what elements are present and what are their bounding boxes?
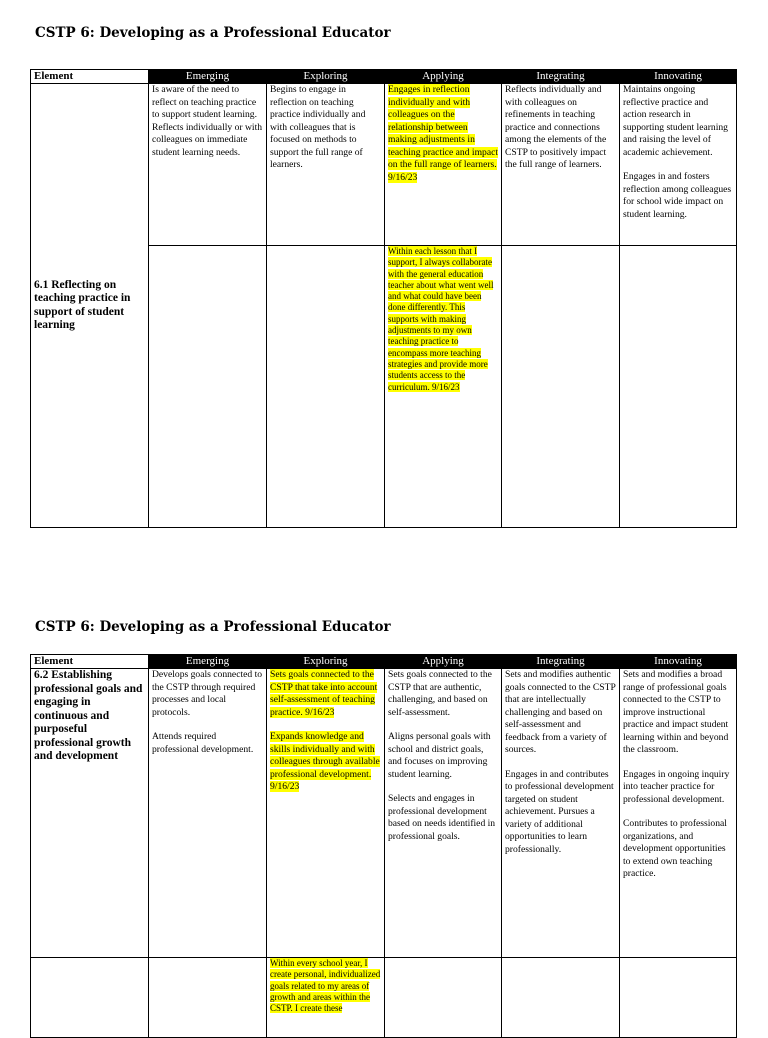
evidence-innovating [620,246,737,528]
descriptor-row [31,84,737,246]
descriptor-text: Sets and modifies a broad range of professional goals connected to the CSTP to improve instructional practice and impact student learning within and beyond the classroom. [623,669,729,755]
descriptor-text: Sets and modifies authentic goals connected to the CSTP that are intellectually challenging and based on self-assessment and feedback from a variety of sources. [505,669,616,755]
descriptor-text: Selects and engages in professional development based on needs identified in professional goals. [388,793,496,842]
level-header-emerging: Emerging [149,70,267,84]
descriptor-text: Engages in and contributes to professional development targeted on student achievement. Pursues a variety of additional opportunities to learn professionally. [505,768,614,855]
descriptor-integrating [502,669,620,958]
table-header-row [31,70,737,84]
section-2-title: CSTP 6: Developing as a Professional Educator [35,619,391,635]
evidence-row [31,958,737,1038]
descriptor-text: Aligns personal goals with school and district goals, and focuses on improving student learning. [388,731,491,780]
evidence-emerging [149,958,267,1038]
evidence-applying [385,246,502,528]
evidence-integrating [502,958,620,1038]
descriptor-text: Begins to engage in reflection on teaching practice individually and with colleagues that is focused on methods to support the full range of learners. [270,84,366,170]
evidence-element [31,958,149,1038]
descriptor-integrating [502,84,620,246]
descriptor-row [31,669,737,958]
evidence-integrating [502,246,620,528]
highlighted-evidence-text: Within each lesson that I support, I always collaborate with the general education teacher about what went well and what could have been done differently. This supports with making adjustments to my own teaching practice to encompass more teaching strategies and provide more students access to the curriculum. 9/16/23 [388,246,494,392]
descriptor-text: Maintains ongoing reflective practice and action research in supporting student learning and raising the level of academic achievement. [623,84,728,158]
descriptor-text: Sets goals connected to the CSTP that are authentic, challenging, and based on self-assessment. [388,669,492,718]
evidence-exploring [267,958,385,1038]
descriptor-applying [385,84,502,246]
descriptor-exploring [267,84,385,246]
level-header-exploring: Exploring [267,655,385,669]
level-header-innovating: Innovating [620,655,737,669]
level-header-exploring: Exploring [267,70,385,84]
table-header-row [31,655,737,669]
level-header-applying: Applying [385,70,502,84]
element-column-header: Element [31,655,149,669]
descriptor-text: Engages in and fosters reflection among colleagues for school wide impact on student learning. [623,171,732,220]
cstp-6-2-table [30,654,737,1038]
highlighted-descriptor-text: Expands knowledge and skills individually and with colleagues through available professional development. 9/16/23 [270,731,380,792]
descriptor-emerging [149,669,267,958]
element-column-header: Element [31,70,149,84]
descriptor-text: Is aware of the need to reflect on teaching practice to support student learning. Reflects individually or with colleagues on immediate student learning needs. [152,84,263,158]
cstp-6-1-table [30,69,737,528]
section-1-title: CSTP 6: Developing as a Professional Educator [35,25,391,41]
highlighted-evidence-text: Within every school year, I create personal, individualized goals related to my areas of growth and areas within the CSTP. I create these [270,958,381,1014]
descriptor-text: Engages in ongoing inquiry into teacher practice for professional development. [623,768,730,805]
descriptor-innovating [620,84,737,246]
descriptor-innovating [620,669,737,958]
evidence-applying [385,958,502,1038]
descriptor-exploring [267,669,385,958]
descriptor-text: Attends required professional development. [152,731,254,755]
highlighted-descriptor-text: Sets goals connected to the CSTP that take into account self-assessment of teaching practice. 9/16/23 [270,669,378,718]
level-header-integrating: Integrating [502,655,620,669]
descriptor-text: Reflects individually and with colleagues on refinements in teaching practice and connections among the elements of the CSTP to positively impact the full range of learners. [505,84,607,170]
evidence-innovating [620,958,737,1038]
descriptor-applying [385,669,502,958]
evidence-emerging [149,246,267,528]
highlighted-descriptor-text: Engages in reflection individually and with colleagues on the relationship between making adjustments in teaching practice and impact on the full range of learners. 9/16/23 [388,84,499,183]
level-header-integrating: Integrating [502,70,620,84]
element-label-6-2: 6.2 Establishing professional goals and engaging in continuous and purposeful professional growth and development [31,669,149,958]
descriptor-text: Contributes to professional organizations, and development opportunities to extend own teaching practice. [623,818,727,879]
descriptor-emerging [149,84,267,246]
level-header-innovating: Innovating [620,70,737,84]
descriptor-text: Develops goals connected to the CSTP through required processes and local protocols. [152,669,263,718]
level-header-emerging: Emerging [149,655,267,669]
level-header-applying: Applying [385,655,502,669]
element-label-6-1: 6.1 Reflecting on teaching practice in support of student learning [31,84,149,528]
evidence-exploring [267,246,385,528]
